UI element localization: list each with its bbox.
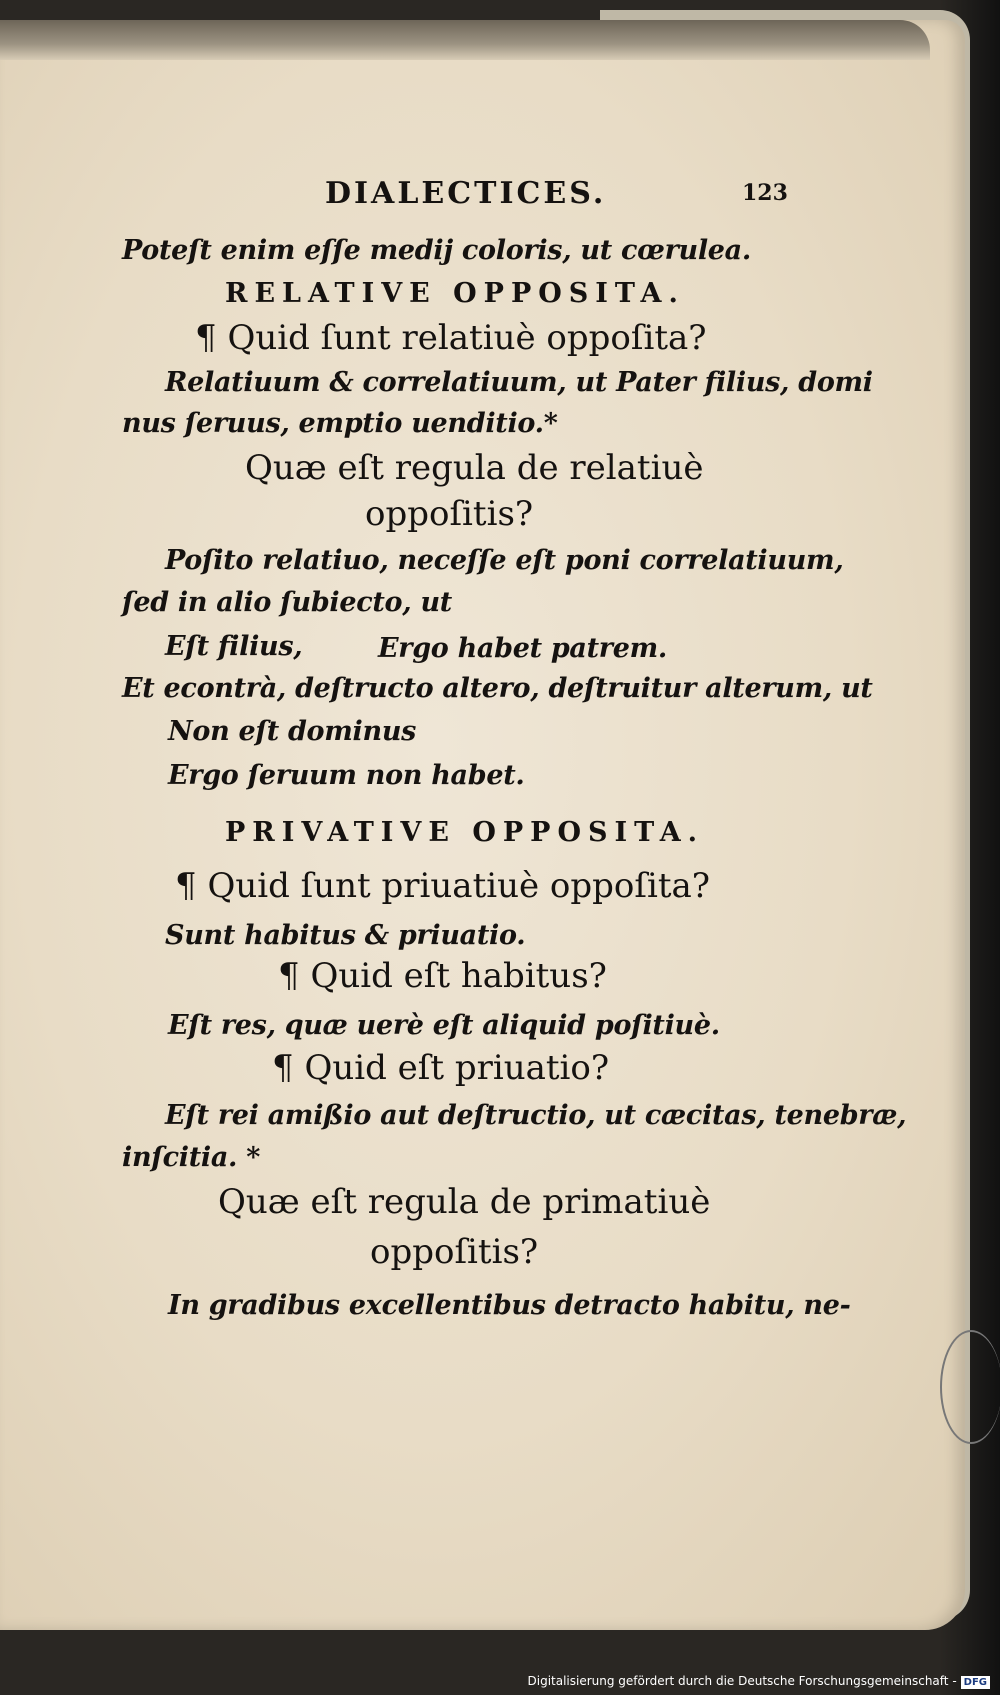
text-line: inſcitia. * bbox=[122, 1142, 261, 1173]
page-curl-icon bbox=[940, 1330, 1000, 1444]
credit-text: Digitalisierung gefördert durch die Deutsche Forschungsgemeinschaft - bbox=[527, 1674, 957, 1688]
text-line: Sunt habitus & priuatio. bbox=[165, 920, 526, 951]
section-heading: PRIVATIVE OPPOSITA. bbox=[225, 817, 705, 848]
question-line: Quæ eſt regula de relatiuè bbox=[245, 448, 704, 488]
section-heading: RELATIVE OPPOSITA. bbox=[225, 278, 685, 309]
text-line: Eſt rei amißio aut deſtructio, ut cæcitas, tenebræ, bbox=[165, 1100, 907, 1131]
question-line: Quæ eſt regula de primatiuè bbox=[218, 1182, 711, 1222]
text-line: Ergo habet patrem. bbox=[378, 633, 667, 664]
text-line: Eſt res, quæ uerè eſt aliquid poſitiuè. bbox=[168, 1010, 720, 1041]
question-line: ¶ Quid ſunt relatiuè oppoſita? bbox=[195, 318, 707, 358]
question-line: oppoſitis? bbox=[370, 1232, 539, 1272]
text-line: nus ſeruus, emptio uenditio.* bbox=[122, 408, 558, 439]
text-line: Et econtrà, deſtructo altero, deſtruitur alterum, ut bbox=[122, 673, 873, 704]
running-head: DIALECTICES. bbox=[325, 176, 607, 211]
question-line: ¶ Quid ſunt priuatiuè oppoſita? bbox=[175, 866, 711, 906]
question-line: oppoſitis? bbox=[365, 494, 534, 534]
text-line: Eſt filius, bbox=[165, 631, 303, 662]
dfg-logo: DFG bbox=[961, 1676, 990, 1689]
page-number: 123 bbox=[742, 180, 788, 206]
text-line: Relatiuum & correlatiuum, ut Pater filius, domi bbox=[165, 367, 873, 398]
text-line: Poſito relatiuo, neceſſe eſt poni correlatiuum, bbox=[165, 545, 844, 576]
text-line: ſed in alio ſubiecto, ut bbox=[122, 587, 452, 618]
text-line: In gradibus excellentibus detracto habitu, ne- bbox=[168, 1290, 851, 1321]
question-line: ¶ Quid eſt habitus? bbox=[278, 956, 607, 996]
text-line: Non eſt dominus bbox=[168, 716, 417, 747]
question-line: ¶ Quid eſt priuatio? bbox=[272, 1048, 610, 1088]
text-line: Poteſt enim eſſe medij coloris, ut cœrulea. bbox=[122, 235, 751, 266]
digitization-credit bbox=[528, 1674, 991, 1689]
text-line: Ergo ſeruum non habet. bbox=[168, 760, 525, 791]
page-top-edge bbox=[0, 20, 930, 60]
